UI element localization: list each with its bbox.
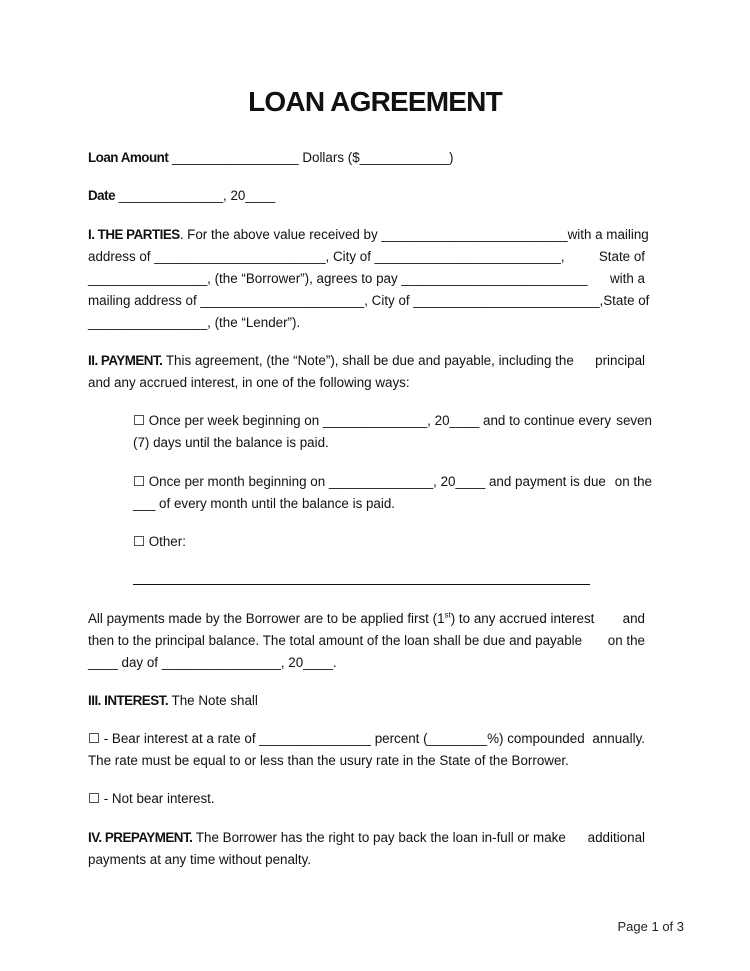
apply-line-2 — [88, 631, 645, 651]
payment-text-end: principal — [595, 353, 645, 368]
interest-intro: The Note shall — [168, 693, 258, 708]
parties-text-end: State of — [603, 293, 650, 308]
prepayment-line-2: payments at any time without penalty. — [88, 852, 312, 867]
interest-option-bear-text: ☐ - Bear interest at a rate of _______________ percent (________%) compounded — [88, 731, 585, 746]
interest-option-bear-line-2: The rate must be equal to or less than the usury rate in the State of the Borrower. — [88, 753, 569, 768]
apply-text-2: ) to any accrued interest — [450, 611, 595, 626]
other-option-blank-line — [133, 584, 590, 585]
date-blanks: ______________, 20____ — [115, 188, 276, 203]
parties-text: . For the above value received by _________________________ — [179, 227, 568, 242]
interest-option-bear-text-end: annually. — [592, 731, 645, 746]
document-title: LOAN AGREEMENT — [248, 86, 502, 117]
apply-line-3: ____ day of ________________, 20____. — [88, 655, 337, 670]
weekly-option-line-2: (7) days until the balance is paid. — [133, 435, 329, 450]
apply-text: then to the principal balance. The total amount of the loan shall be due and payable — [88, 633, 583, 648]
parties-heading: I. THE PARTIES — [88, 227, 180, 242]
parties-line-2 — [88, 247, 645, 267]
date-line — [88, 186, 275, 206]
parties-text: ________________, (the “Borrower”), agrees to pay _________________________ — [88, 271, 588, 286]
loan-amount-line — [88, 148, 453, 168]
monthly-option — [133, 472, 652, 492]
apply-line-1 — [88, 609, 645, 629]
parties-line-1 — [88, 225, 649, 245]
interest-heading: III. INTEREST. — [88, 693, 169, 708]
date-label: Date — [88, 188, 116, 203]
parties-text-end: with a mailing — [567, 227, 649, 242]
parties-text-end: State of — [598, 249, 645, 264]
payment-text: This agreement, (the “Note”), shall be due and payable, including the — [162, 353, 574, 368]
apply-text: All payments made by the Borrower are to be applied first (1 — [88, 611, 445, 626]
parties-line-5: ________________, (the “Lender”). — [88, 315, 301, 330]
other-option: ☐ Other: — [133, 534, 186, 549]
parties-text-end: with a — [610, 271, 645, 286]
prepayment-heading: IV. PREPAYMENT. — [88, 830, 193, 845]
weekly-option — [133, 411, 652, 431]
monthly-option-text: ☐ Once per month beginning on ______________, 20____ and payment is due — [133, 474, 606, 489]
apply-superscript: st — [444, 610, 451, 620]
parties-line-4 — [88, 291, 650, 311]
weekly-option-text-end: seven — [616, 413, 652, 428]
prepayment-line-1 — [88, 828, 645, 848]
page-number: Page 1 of 3 — [617, 919, 684, 934]
prepayment-text: The Borrower has the right to pay back the loan in-full or make — [192, 830, 566, 845]
prepayment-text-end: additional — [587, 830, 645, 845]
payment-line-1 — [88, 351, 645, 371]
monthly-option-line-2: ___ of every month until the balance is paid. — [133, 496, 396, 511]
payment-heading: II. PAYMENT. — [88, 353, 163, 368]
apply-text-end: and — [622, 611, 645, 626]
interest-line — [88, 691, 258, 711]
apply-text-end: on the — [607, 633, 645, 648]
payment-line-2: and any accrued interest, in one of the following ways: — [88, 375, 410, 390]
loan-amount-label: Loan Amount — [88, 150, 169, 165]
loan-amount-blanks: _________________ Dollars ($____________) — [168, 150, 454, 165]
parties-line-3 — [88, 269, 645, 289]
parties-text: mailing address of ______________________, City of _________________________, — [88, 293, 604, 308]
interest-option-none: ☐ - Not bear interest. — [88, 791, 215, 806]
monthly-option-text-end: on the — [614, 474, 652, 489]
parties-text: address of _______________________, City of _________________________, — [88, 249, 565, 264]
weekly-option-text: ☐ Once per week beginning on ______________, 20____ and to continue every — [133, 413, 612, 428]
interest-option-bear — [88, 729, 645, 749]
